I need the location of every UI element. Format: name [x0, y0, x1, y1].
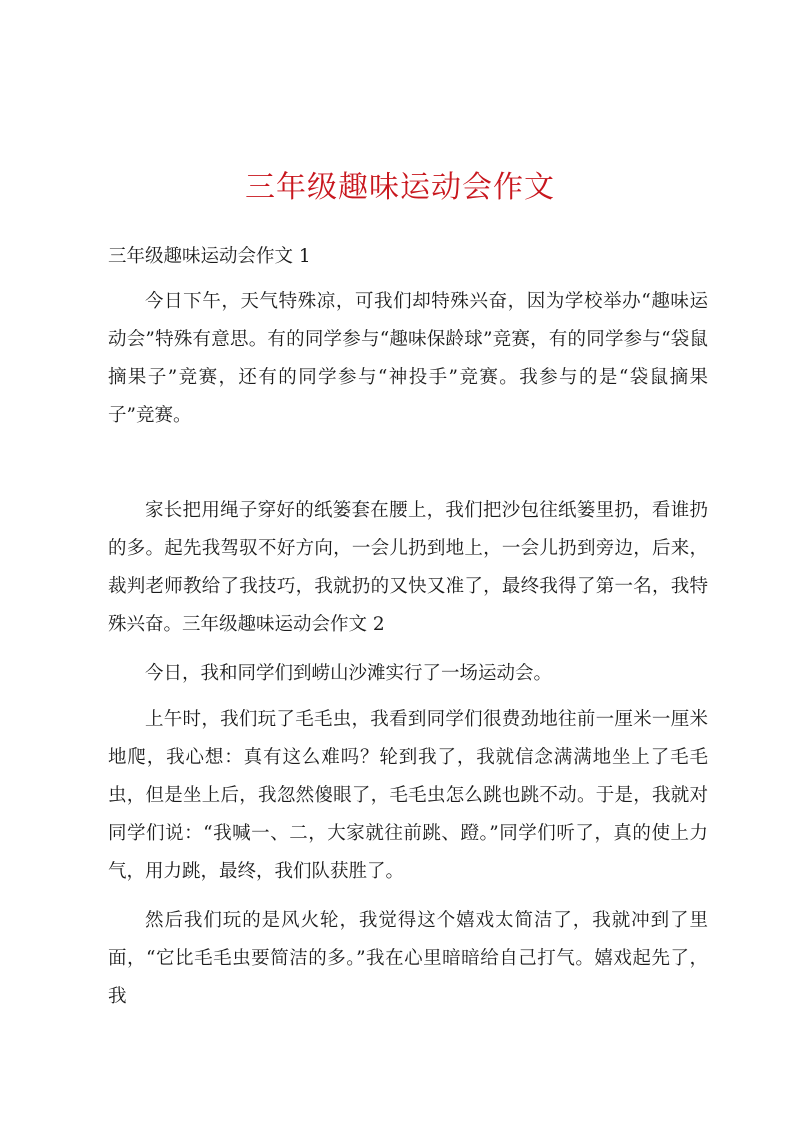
paragraph: 今日，我和同学们到崂山沙滩实行了一场运动会。	[145, 663, 553, 684]
paragraph: 今日下午，天气特殊凉，可我们却特殊兴奋，因为学校举办“趣味运动会”特殊有意思。有的同学参与“趣味保龄球”竞赛，有的同学参与“袋鼠摘果子”竞赛，还有的同学参与“神投手”竞赛。我参与的是“袋鼠摘果子”竞赛。	[108, 291, 708, 426]
section-heading: 三年级趣味运动会作文 1	[108, 246, 311, 267]
paragraph: 家长把用绳子穿好的纸篓套在腰上，我们把沙包往纸篓里扔，看谁扔的多。起先我驾驭不好方向，一会儿扔到地上，一会儿扔到旁边，后来，裁判老师教给了我技巧，我就扔的又快又准了，最终我得了第一名，我特殊兴奋。三年级趣味运动会作文 2	[108, 500, 708, 635]
document-title: 三年级趣味运动会作文	[245, 170, 555, 205]
paragraph: 然后我们玩的是风火轮，我觉得这个嬉戏太简洁了，我就冲到了里面，“它比毛毛虫要简洁的多。”我在心里暗暗给自己打气。嬉戏起先了，我	[108, 910, 708, 1007]
paragraph: 上午时，我们玩了毛毛虫，我看到同学们很费劲地往前一厘米一厘米地爬，我心想：真有这么难吗？轮到我了，我就信念满满地坐上了毛毛虫，但是坐上后，我忽然傻眼了，毛毛虫怎么跳也跳不动。于是，我就对同学们说：“我喊一、二，大家就往前跳、蹬。”同学们听了，真的使上力气，用力跳，最终，我们队获胜了。	[108, 709, 708, 882]
